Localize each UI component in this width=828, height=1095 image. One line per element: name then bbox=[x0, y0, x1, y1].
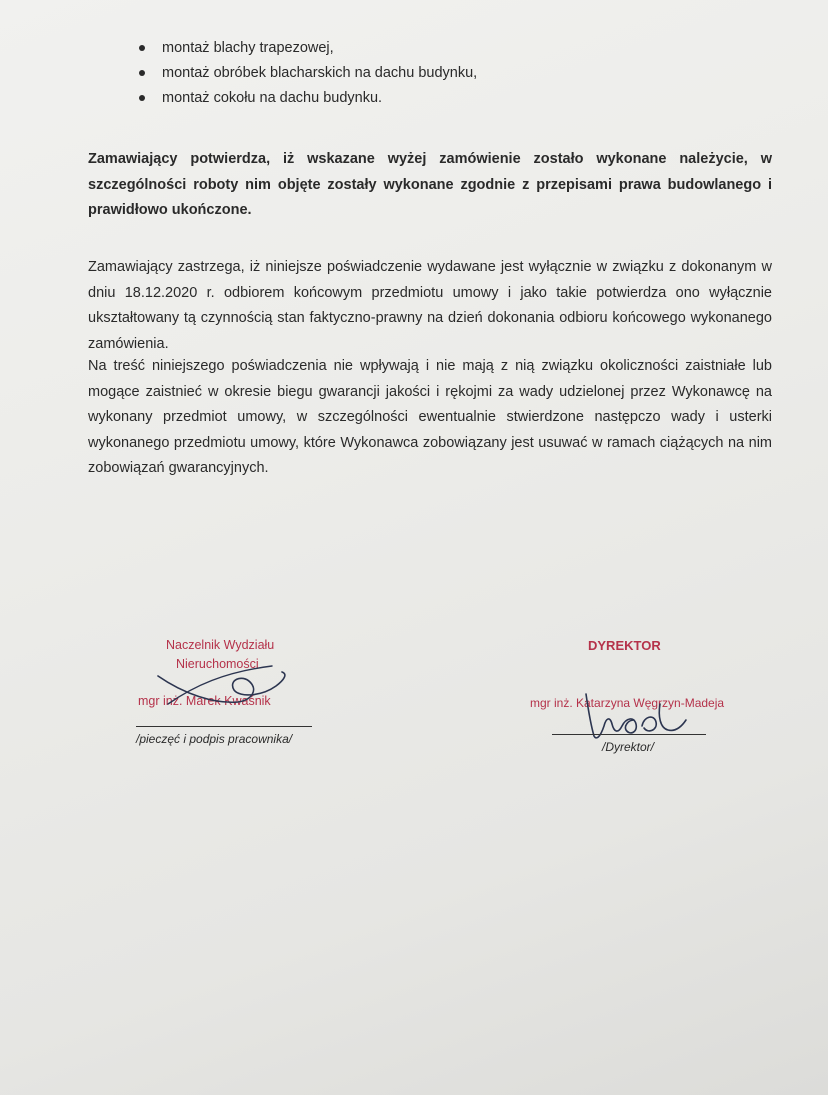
confirmation-paragraph: Zamawiający potwierdza, iż wskazane wyżej zamówienie zostało wykonane należycie, w szczególności roboty nim objęte zostały wykonane zgodnie z przepisami prawa budowlanego i prawidłowo ukończone. bbox=[88, 151, 772, 218]
signature-line bbox=[136, 726, 312, 727]
stamp-title: DYREKTOR bbox=[588, 638, 661, 653]
stamp-line-department: Nieruchomości bbox=[176, 657, 259, 671]
signature-caption: /Dyrektor/ bbox=[602, 740, 655, 754]
stamp-name: mgr inż. Katarzyna Węgrzyn-Madeja bbox=[530, 696, 725, 710]
scope-list bbox=[136, 36, 477, 111]
list-item: montaż blachy trapezowej, bbox=[136, 36, 477, 61]
list-item: montaż obróbek blacharskich na dachu budynku, bbox=[136, 61, 477, 86]
signature-line bbox=[552, 734, 706, 735]
signature-caption: /pieczęć i podpis pracownika/ bbox=[136, 732, 293, 746]
stamp-line-title: Naczelnik Wydziału bbox=[166, 638, 275, 652]
reservation-paragraph: Zamawiający zastrzega, iż niniejsze poświadczenie wydawane jest wyłącznie w związku z dokonanym w dniu 18.12.2020 r. odbiorem końcowym przedmiotu umowy i jako takie potwierdza ono wyłącznie ukształtowany tą czynnością stan faktyczno-prawny na dzień dokonania odbioru końcowego wykonanego zamówienia. bbox=[88, 259, 772, 352]
warranty-paragraph: Na treść niniejszego poświadczenia nie wpływają i nie mają z nią związku okoliczności zaistniałe lub mogące zaistnieć w okresie biegu gwarancji jakości i rękojmi za wady udzielonej przez Wykonawcę na wykonany przedmiot umowy, w szczególności ewentualnie stwierdzone następczo wady i usterki wykonanego przedmiotu umowy, które Wykonawca zobowiązany jest usuwać w ramach ciążących na nim zobowiązań gwarancyjnych. bbox=[88, 358, 772, 476]
stamp-line-name: mgr inż. Marek Kwaśnik bbox=[138, 694, 271, 708]
list-item: montaż cokołu na dachu budynku. bbox=[136, 86, 477, 111]
